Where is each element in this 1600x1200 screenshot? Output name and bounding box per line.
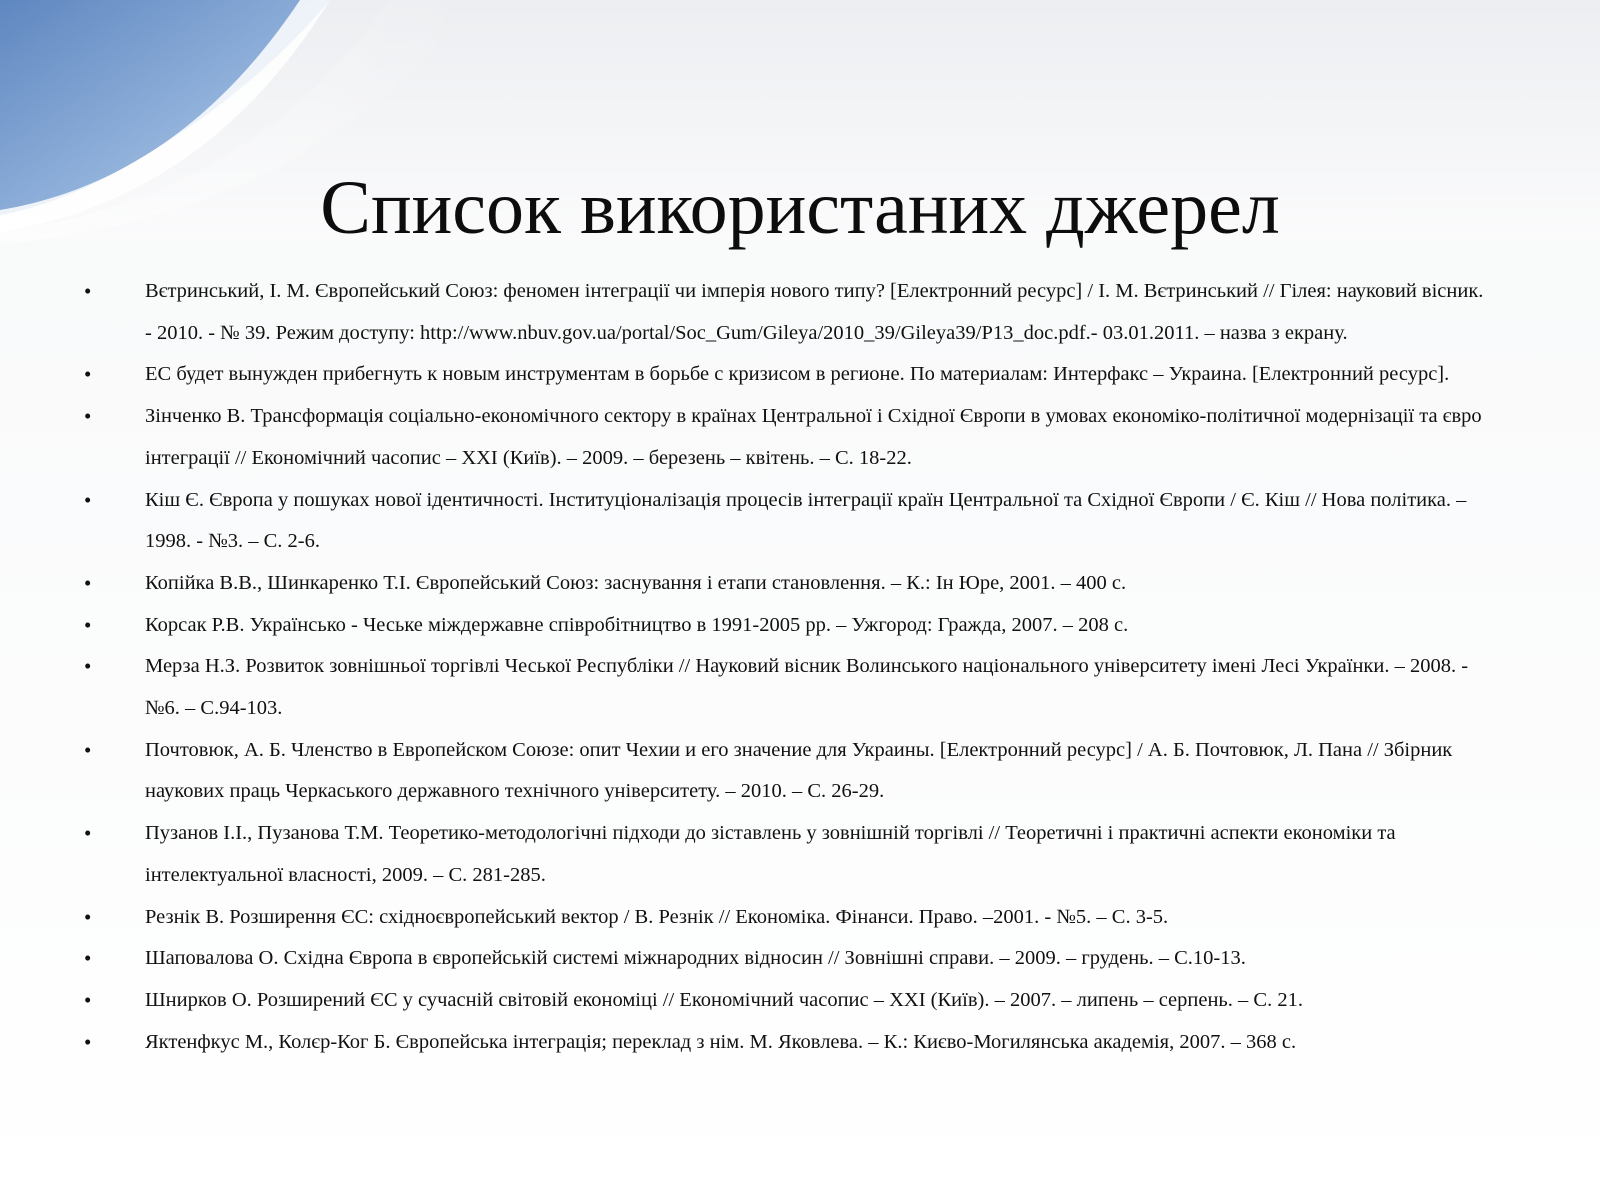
list-item (0, 480, 1490, 563)
list-item (0, 354, 1490, 396)
reference-text: ЕС будет вынужден прибегнуть к новым инструментам в борьбе с кризисом в регионе. По материалам: Интерфакс – Украина. [Електронний ресурс]. (145, 363, 1450, 386)
list-item (0, 730, 1490, 813)
reference-text: Мерза Н.З. Розвиток зовнішньої торгівлі Чеської Республіки // Науковий вісник Волинського національного університету імені Лесі Українки. – 2008. - №6. – С.94-103. (145, 655, 1469, 720)
bullet-icon: • (84, 612, 92, 637)
slide-title: Список використаних джерел (320, 166, 1280, 250)
bullet-icon: • (84, 946, 92, 971)
bullet-icon: • (84, 362, 92, 387)
reference-list (0, 271, 1600, 1063)
bullet-icon: • (84, 570, 92, 595)
list-item (0, 396, 1490, 479)
reference-text: Резнік В. Розширення ЄС: східноєвропейський вектор / В. Резнік // Економіка. Фінанси. Право. –2001. - №5. – С. 3-5. (145, 905, 1169, 928)
list-item (0, 646, 1490, 729)
reference-text: Пузанов І.І., Пузанова Т.М. Теоретико-методологічні підходи до зіставлень у зовнішній торгівлі // Теоретичні і практичні аспекти економіки та інтелектуальної власності, 2009. – С. 281-285. (145, 822, 1396, 886)
reference-text: Яктенфкус М., Колєр-Ког Б. Європейська інтеграція; переклад з нім. М. Яковлева. – К.: Києво-Могилянська академія, 2007. – 368 с. (145, 1030, 1297, 1053)
bullet-icon: • (84, 279, 92, 303)
reference-text: Копійка В.В., Шинкаренко Т.І. Європейський Союз: заснування і етапи становлення. – К.: Ін Юре, 2001. – 400 с. (145, 571, 1127, 594)
list-item (0, 938, 1490, 980)
reference-text: Зінченко В. Трансформація соціально-економічного сектору в країнах Центральної і Східної Європи в умовах економіко-політичної модернізації та євро інтеграції // Економічний часопис – XXI (Київ). – 2009. – березень – квітень. – С. 18-22. (145, 405, 1482, 469)
reference-text: Кіш Є. Європа у пошуках нової ідентичності. Інституціоналізація процесів інтеграції країн Центральної та Східної Європи / Є. Кіш // Нова політика. – 1998. - №3. – С. 2-6. (145, 488, 1467, 553)
bullet-icon: • (84, 1029, 92, 1054)
bullet-icon: • (84, 904, 92, 929)
bullet-icon: • (84, 987, 92, 1012)
bullet-icon: • (84, 487, 92, 512)
reference-text: Шаповалова О. Східна Європа в європейській системі міжнародних відносин // Зовнішні справи. – 2009. – грудень. – С.10-13. (145, 947, 1246, 970)
list-item (0, 1022, 1490, 1064)
list-item (0, 563, 1490, 605)
reference-text: Шнирков О. Розширений ЄС у сучасній світовій економіці // Економічний часопис – XXI (Київ). – 2007. – липень – серпень. – С. 21. (145, 988, 1303, 1011)
list-item (0, 980, 1490, 1022)
list-item (0, 897, 1490, 939)
bullet-icon: • (84, 654, 92, 679)
list-item (0, 813, 1490, 896)
list-item (0, 271, 1490, 354)
bullet-icon: • (84, 737, 92, 762)
list-item (0, 605, 1490, 647)
reference-text: Почтовюк, А. Б. Членство в Европейском Союзе: опит Чехии и его значение для Украины. [Електронний ресурс] / А. Б. Почтовюк, Л. Пана // Збірник наукових праць Черкаського державного технічного університету. – 2010. – С. 26-29. (145, 738, 1453, 803)
bullet-icon: • (84, 404, 92, 429)
reference-text: Корсак Р.В. Українсько - Чеське міждержавне співробітництво в 1991-2005 рр. – Ужгород: Гражда, 2007. – 208 с. (145, 613, 1129, 636)
reference-text: Вєтринський, І. М. Європейський Союз: феномен інтеграції чи імперія нового типу? [Електронний ресурс] / І. М. Вєтринський // Гілея: науковий вісник. - 2010. - № 39. Режим доступу: http://www.nbuv.gov.ua/portal/Soc_Gum/Gileya/2010_39/Gileya39/P13_doc.pdf.- 03.01.2011. – назва з екрану. (145, 280, 1484, 344)
bullet-icon: • (84, 821, 92, 846)
